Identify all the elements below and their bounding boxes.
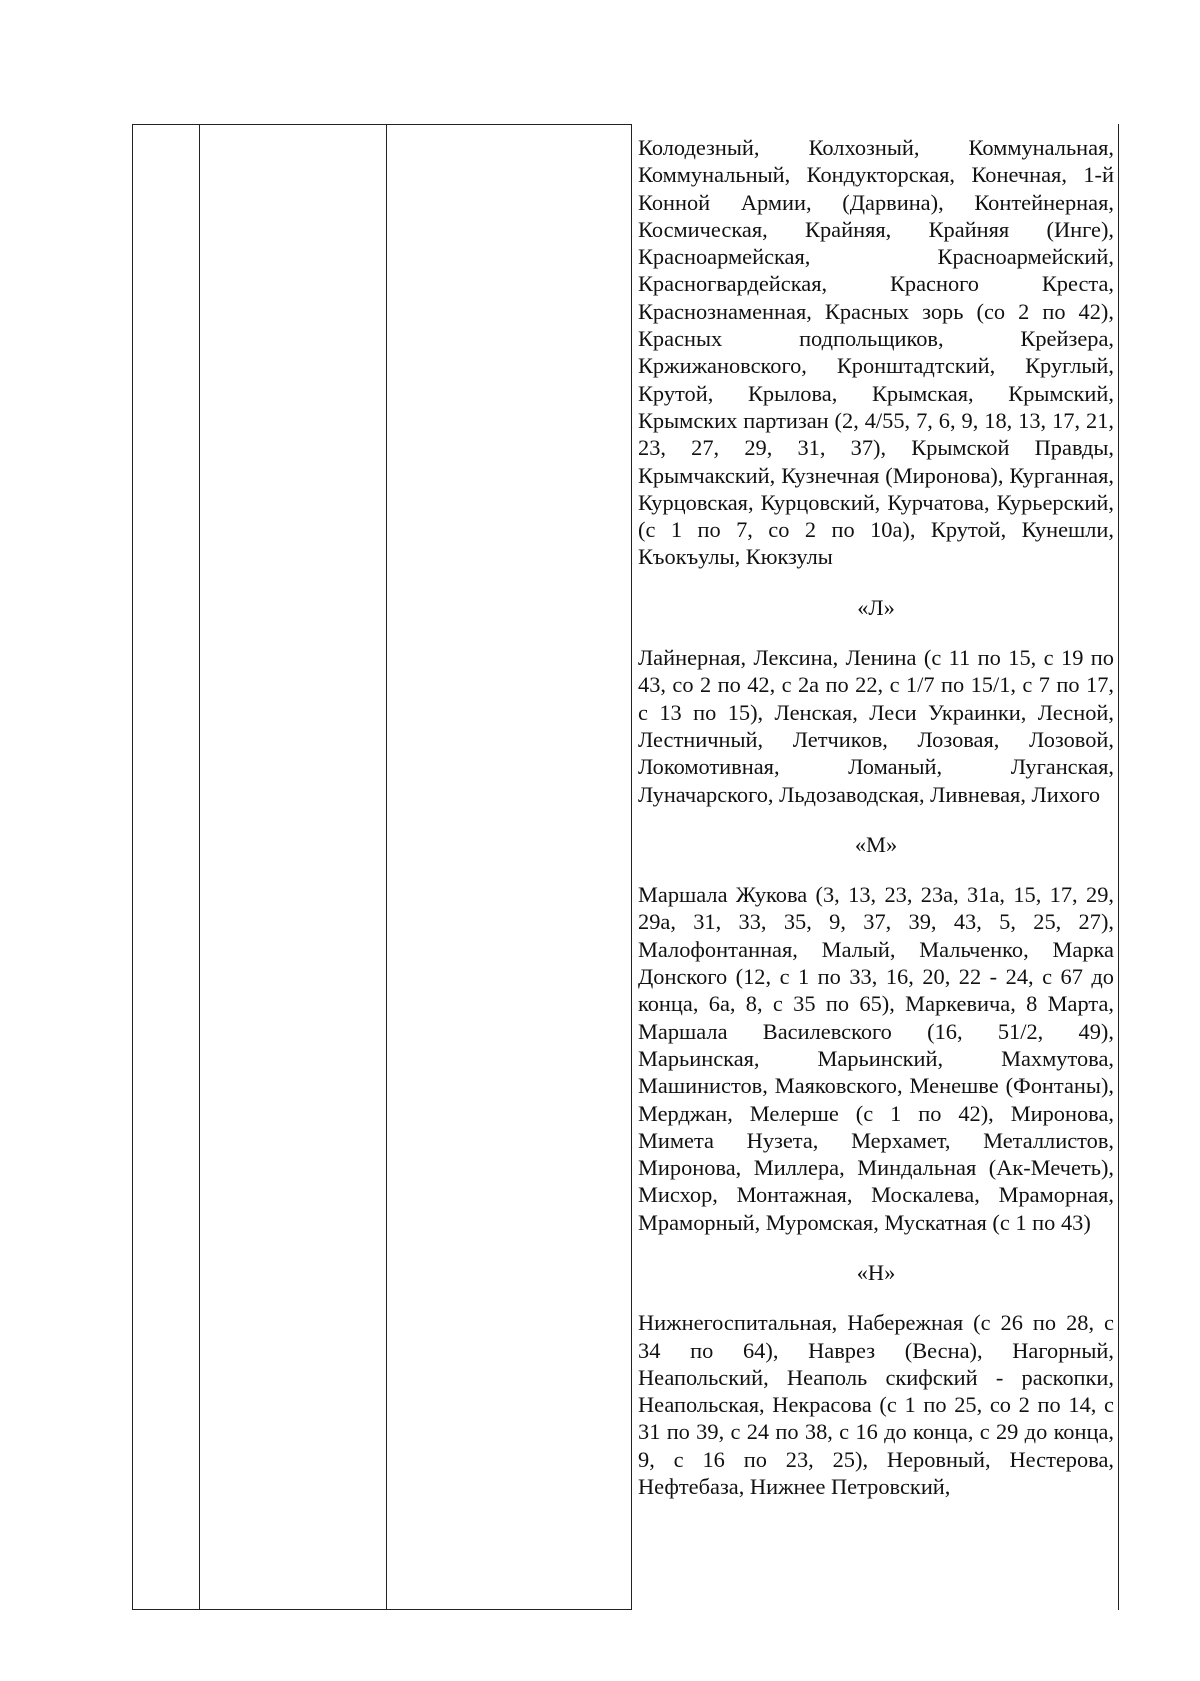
table-column-divider-2 bbox=[386, 125, 387, 1609]
street-list-m: Маршала Жукова (3, 13, 23, 23а, 31а, 15, 17, 29, 29а, 31, 33, 35, 9, 37, 39, 43, 5, 25, 27), Малофонтанная, Малый, Мальченко, Марка Донского (12, с 1 по 33, 16, 20, 22 - 24, с 67 до конца, 6а, 8, с 35 по 65), Маркевича, 8 Марта, Маршала Василевского (16, 51/2, 49), Марьинская, Марьинский, Махмутова, Машинистов, Маяковского, Менешве (Фонтаны), Мерджан, Мелерше (с 1 по 42), Миронова, Мимета Нузета, Мерхамет, Металлистов, Миронова, Миллера, Миндальная (Ак-Мечеть), Мисхор, Монтажная, Москалева, Мраморная, Мраморный, Муромская, Мускатная (с 1 по 43) bbox=[638, 882, 1114, 1235]
table-right-border bbox=[1118, 124, 1119, 1610]
street-list-l: Лайнерная, Лексина, Ленина (с 11 по 15, с 19 по 43, со 2 по 42, с 2а по 22, с 1/7 по 15/1, с 7 по 17, с 13 по 15), Ленская, Леси Украинки, Лесной, Лестничный, Летчиков, Лозовая, Лозовой, Локомотивная, Ломаный, Луганская, Луначарского, Льдозаводская, Ливневая, Лихого bbox=[638, 645, 1114, 807]
table-frame bbox=[132, 124, 632, 1610]
street-list-column bbox=[638, 134, 1114, 1500]
section-letter-n: «Н» bbox=[856, 1259, 896, 1285]
street-list-n: Нижнегоспитальная, Набережная (с 26 по 28, с 34 по 64), Наврез (Весна), Нагорный, Неапольский, Неаполь скифский - раскопки, Неапольская, Некрасова (с 1 по 25, со 2 по 14, с 31 по 39, с 24 по 38, с 16 до конца, с 29 до конца, 9, с 16 по 23, 25), Неровный, Нестерова, Нефтебаза, Нижнее Петровский, bbox=[638, 1310, 1114, 1500]
section-letter-m: «М» bbox=[854, 831, 898, 857]
street-list-k: Колодезный, Колхозный, Коммунальная, Коммунальный, Кондукторская, Конечная, 1-й Конной Армии, (Дарвина), Контейнерная, Космическая, Крайняя, Крайняя (Инге), Красноармейская, Красноармейский, Красногвардейская, Красного Креста, Краснознаменная, Красных зорь (со 2 по 42), Красных подпольщиков, Крейзера, Кржижановского, Кронштадтский, Круглый, Крутой, Крылова, Крымская, Крымский, Крымских партизан (2, 4/55, 7, 6, 9, 18, 13, 17, 21, 23, 27, 29, 31, 37), Крымской Правды, Крымчакский, Кузнечная (Миронова), Курганная, Курцовская, Курцовский, Курчатова, Курьерский, (с 1 по 7, со 2 по 10а), Крутой, Кунешли, Къокъулы, Кюкзулы bbox=[638, 135, 1114, 570]
table-column-divider-1 bbox=[199, 125, 200, 1609]
section-letter-l: «Л» bbox=[857, 594, 895, 620]
